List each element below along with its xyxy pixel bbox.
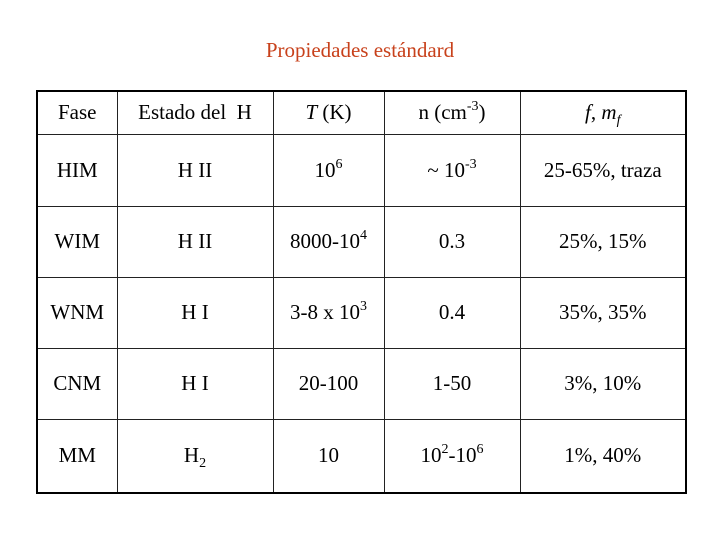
table-row: [37, 134, 686, 206]
header-density: n $(cm^{-3})$: [384, 91, 520, 134]
cell-fase: CNM: [37, 348, 117, 419]
table-row: [37, 206, 686, 277]
cell-fase: MM: [37, 419, 117, 493]
cell-fase: WNM: [37, 277, 117, 348]
cell-filling-fraction: 35%, 35%: [520, 277, 686, 348]
cell-temperature: 3-8 x $10^3$: [273, 277, 384, 348]
header-filling-fraction: f, $m_f$: [520, 91, 686, 134]
cell-temperature: $8000-10^4$: [273, 206, 384, 277]
header-estado: Estado del H: [117, 91, 273, 134]
cell-estado: H I: [117, 348, 273, 419]
header-temperature: T (K): [273, 91, 384, 134]
cell-estado: H I: [117, 277, 273, 348]
properties-table: [36, 90, 687, 494]
slide-title: Propiedades estándard: [265, 38, 455, 62]
table-row: [37, 348, 686, 419]
header-fase: Fase: [37, 91, 117, 134]
cell-estado: $H_2$: [117, 419, 273, 493]
cell-density: 0.4: [384, 277, 520, 348]
table-header-row: [37, 91, 686, 134]
cell-temperature: 10: [273, 419, 384, 493]
cell-estado: H II: [117, 134, 273, 206]
cell-filling-fraction: 1%, 40%: [520, 419, 686, 493]
cell-fase: HIM: [37, 134, 117, 206]
cell-density: $10^2-10^6$: [384, 419, 520, 493]
cell-density: ~ $10^{-3}$: [384, 134, 520, 206]
cell-filling-fraction: 3%, 10%: [520, 348, 686, 419]
cell-density: 0.3: [384, 206, 520, 277]
cell-filling-fraction: 25%, 15%: [520, 206, 686, 277]
table-row: [37, 419, 686, 493]
cell-density: 1-50: [384, 348, 520, 419]
cell-filling-fraction: 25-65%, traza: [520, 134, 686, 206]
cell-fase: WIM: [37, 206, 117, 277]
cell-estado: H II: [117, 206, 273, 277]
table-row: [37, 277, 686, 348]
cell-temperature: 20-100: [273, 348, 384, 419]
cell-temperature: $10^6$: [273, 134, 384, 206]
